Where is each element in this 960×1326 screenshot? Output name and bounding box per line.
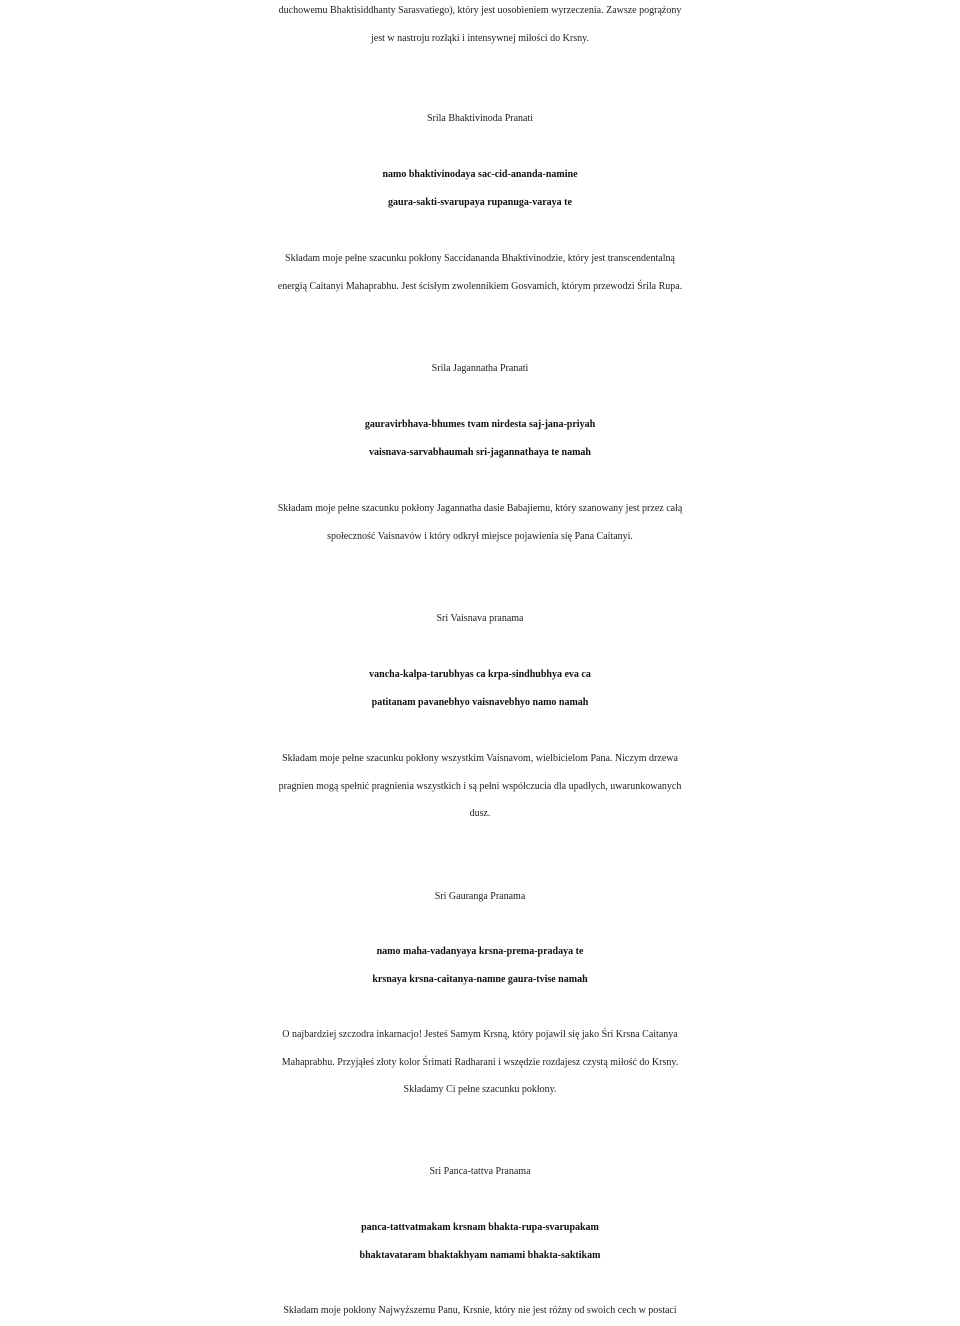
text-line: Składam moje pełne szacunku pokłony Saccidananda Bhaktivinodzie, który jest transcendentalną <box>285 253 675 264</box>
verse-line: gauravirbhava-bhumes tvam nirdesta saj-jana-priyah <box>364 419 596 430</box>
verse-jagannatha <box>0 411 960 467</box>
text-line: Mahaprabhu. Przyjąłeś złoty kolor Śrimati Radharani i wszędzie rozdajesz czystą miłość do Krsny. <box>281 1056 679 1068</box>
text-line: Składam moje pełne szacunku pokłony wszystkim Vaisnavom, wielbicielom Pana. Niczym drzewa <box>282 753 678 764</box>
text-line: społeczność Vaisnavów i który odkrył miejsce pojawienia się Pana Caitanyi. <box>327 530 633 542</box>
verse-vaisnava <box>0 661 960 717</box>
section-title-gauranga: Sri Gauranga Pranama <box>434 891 526 902</box>
translation-bhaktivinoda <box>0 245 960 300</box>
verse-bhaktivinoda <box>0 161 960 217</box>
text-line: pragnien mogą spełnić pragnienia wszystkich i są pełni współczucia dla upadłych, uwarunkowanych <box>278 780 682 792</box>
verse-line: patitanam pavanebhyo vaisnavebhyo namo namah <box>371 697 589 708</box>
intro-paragraph <box>0 0 960 52</box>
section-title-vaisnava: Sri Vaisnava pranama <box>436 613 524 624</box>
translation-panca-tattva <box>0 1297 960 1325</box>
text-line: dusz. <box>469 808 491 819</box>
verse-line: namo maha-vadanyaya krsna-prema-pradaya te <box>376 946 584 957</box>
verse-panca-tattva <box>0 1214 960 1270</box>
verse-line: namo bhaktivinodaya sac-cid-ananda-namine <box>382 169 578 180</box>
intro-line: duchowemu Bhaktisiddhanty Sarasvatiego), który jest uosobieniem wyrzeczenia. Zawsze pogrążony <box>278 5 682 16</box>
intro-line: jest w nastroju rozłąki i intensywnej miłości do Krsny. <box>371 32 589 44</box>
section-title-jagannatha: Srila Jagannatha Pranati <box>431 363 529 374</box>
text-line: Składam moje pełne szacunku pokłony Jagannatha dasie Babajiemu, który szanowany jest przez całą <box>277 503 683 514</box>
verse-line: vancha-kalpa-tarubhyas ca krpa-sindhubhya eva ca <box>369 669 591 680</box>
verse-line: panca-tattvatmakam krsnam bhakta-rupa-svarupakam <box>361 1222 599 1233</box>
section-title-bhaktivinoda: Srila Bhaktivinoda Pranati <box>426 113 534 124</box>
verse-line: gaura-sakti-svarupaya rupanuga-varaya te <box>388 197 572 208</box>
text-line: energią Caitanyi Mahaprabhu. Jest ścisłym zwolennikiem Gosvamich, którym przewodzi Śrila Rupa. <box>277 280 683 292</box>
translation-jagannatha <box>0 495 960 550</box>
section-title-panca-tattva: Sri Panca-tattva Pranama <box>429 1166 531 1177</box>
text-line: Składamy Ci pełne szacunku pokłony. <box>403 1084 557 1095</box>
text-line: O najbardziej szczodra inkarnacjo! Jesteś Samym Krsną, który pojawił się jako Śri Krsna Caitanya <box>282 1029 678 1040</box>
translation-gauranga <box>0 1021 960 1104</box>
verse-line: krsnaya krsna-caitanya-namne gaura-tvise namah <box>372 974 588 985</box>
verse-line: vaisnava-sarvabhaumah sri-jagannathaya te namah <box>369 447 591 458</box>
verse-line: bhaktavataram bhaktakhyam namami bhakta-saktikam <box>359 1250 601 1261</box>
text-line: Składam moje pokłony Najwyższemu Panu, Krsnie, który nie jest różny od swoich cech w postaci <box>283 1305 677 1316</box>
translation-vaisnava <box>0 745 960 828</box>
verse-gauranga <box>0 938 960 994</box>
